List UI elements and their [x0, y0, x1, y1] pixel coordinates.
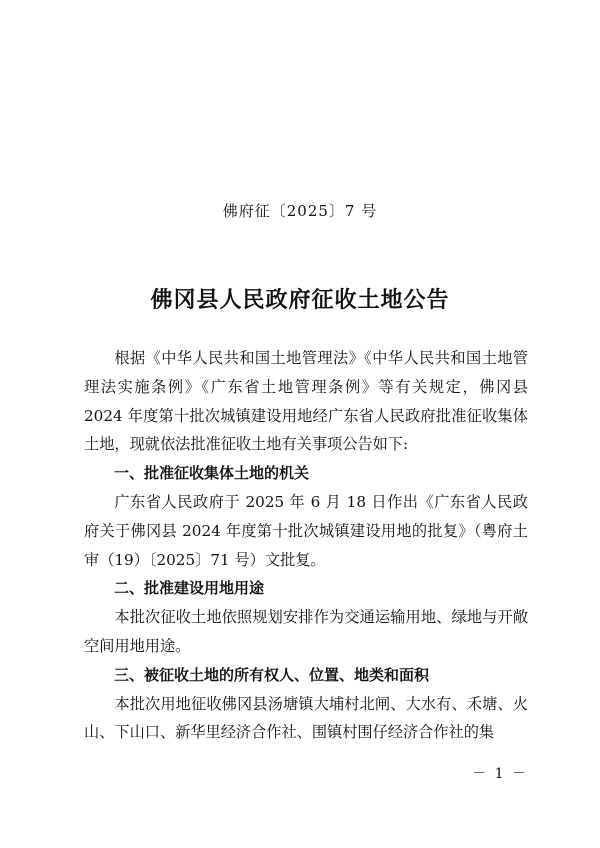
document-number: 佛府征〔2025〕7 号 [222, 202, 378, 220]
section-text-land-use: 本批次征收土地依照规划安排作为交通运输用地、绿地与开敞空间用地用途。 [84, 608, 528, 655]
section-heading-land-use: 二、批准建设用地用途 [114, 579, 265, 598]
section-text-land-owners: 本批次用地征收佛冈县汤塘镇大埔村北闸、大水𠕇、禾塘、火山、下山口、新华里经济合作社、围镇村围仔经济合作社的集 [84, 694, 528, 742]
document-title: 佛冈县人民政府征收土地公告 [150, 287, 450, 313]
section-heading-approval-authority: 一、批准征收集体土地的机关 [114, 464, 310, 483]
page-number: － 1 － [472, 766, 528, 782]
section-text-approval-authority: 广东省人民政府于 2025 年 6 月 18 日作出《广东省人民政府关于佛冈县 2024 年度第十批次城镇建设用地的批复》（粤府土审（19）〔2025〕71 号）文批复。 [84, 492, 528, 569]
document-body [84, 344, 528, 747]
section-heading-land-owners: 三、被征收土地的所有权人、位置、地类和面积 [114, 665, 430, 684]
intro-paragraph: 根据《中华人民共和国土地管理法》《中华人民共和国土地管理法实施条例》《广东省土地管理条例》等有关规定，佛冈县 2024 年度第十批次城镇建设用地经广东省人民政府批准征收集体土地，现就依法批准征收土地有关事项公告如下: [84, 349, 528, 454]
